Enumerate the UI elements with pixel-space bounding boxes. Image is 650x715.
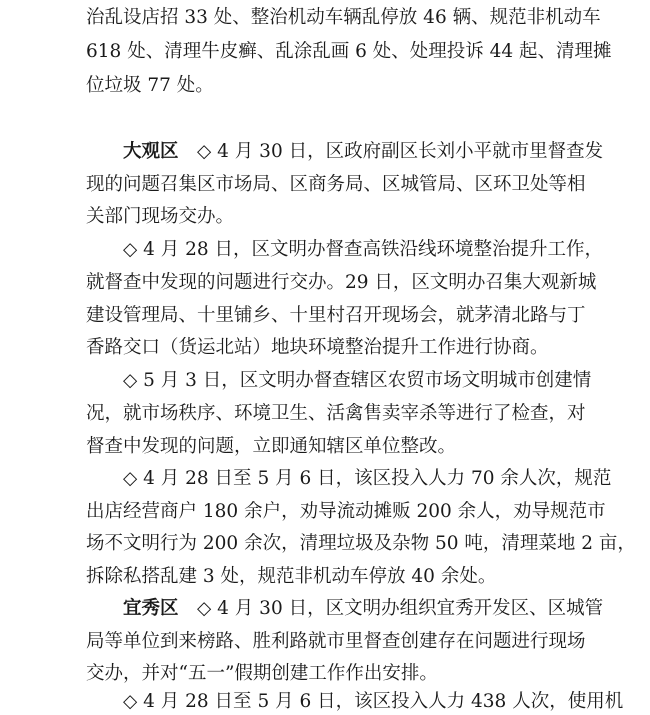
daguan-p1-text: ◇ 4 月 30 日，区政府副区长刘小平就市里督查发 <box>197 141 604 162</box>
yixiu-paragraph-1-line-3: 交办，并对“五一”假期创建工作作出安排。 <box>86 663 438 684</box>
daguan-paragraph-1-line-1 <box>123 140 604 164</box>
daguan-paragraph-2-line-3: 建设管理局、十里铺乡、十里村召开现场会，就茅清北路与丁 <box>86 305 586 326</box>
intro-line-1: 治乱设店招 33 处、整治机动车辆乱停放 46 辆、规范非机动车 <box>86 7 601 28</box>
daguan-paragraph-3-line-1: ◇ 5 月 3 日，区文明办督查辖区农贸市场文明城市创建情 <box>123 370 592 391</box>
daguan-paragraph-1-line-2: 现的问题召集区市场局、区商务局、区城管局、区环卫处等相 <box>86 174 586 195</box>
daguan-paragraph-3-line-3: 督查中发现的问题，立即通知辖区单位整改。 <box>86 436 457 457</box>
daguan-paragraph-4-line-1: ◇ 4 月 28 日至 5 月 6 日，该区投入人力 70 余人次，规范 <box>123 468 612 489</box>
daguan-paragraph-2-line-4: 香路交口（货运北站）地块环境整治提升工作进行协商。 <box>86 337 549 358</box>
daguan-paragraph-2-line-1: ◇ 4 月 28 日，区文明办督查高铁沿线环境整治提升工作， <box>123 239 604 260</box>
yixiu-p1-text: ◇ 4 月 30 日，区文明办组织宜秀开发区、区城管 <box>197 598 604 619</box>
daguan-heading: 大观区 <box>123 141 179 162</box>
daguan-paragraph-4-line-3: 场不文明行为 200 余次，清理垃圾及杂物 50 吨，清理菜地 2 亩， <box>86 533 636 554</box>
daguan-paragraph-3-line-2: 况，就市场秩序、环境卫生、活禽售卖宰杀等进行了检查，对 <box>86 403 586 424</box>
yixiu-paragraph-2-line-1: ◇ 4 月 28 日至 5 月 6 日，该区投入人力 438 人次，使用机 <box>123 691 624 712</box>
intro-line-3: 位垃圾 77 处。 <box>86 75 214 96</box>
daguan-paragraph-2-line-2: 就督查中发现的问题进行交办。29 日，区文明办召集大观新城 <box>86 272 597 293</box>
daguan-paragraph-1-line-3: 关部门现场交办。 <box>86 206 235 227</box>
yixiu-paragraph-1-line-1 <box>123 597 604 621</box>
intro-line-2: 618 处、清理牛皮癣、乱涂乱画 6 处、处理投诉 44 起、清理摊 <box>86 41 612 62</box>
daguan-paragraph-4-line-2: 出店经营商户 180 余户，劝导流动摊贩 200 余人，劝导规范市 <box>86 501 606 522</box>
yixiu-paragraph-1-line-2: 局等单位到来榜路、胜利路就市里督查创建存在问题进行现场 <box>86 631 586 652</box>
yixiu-heading: 宜秀区 <box>123 598 179 619</box>
daguan-paragraph-4-line-4: 拆除私搭乱建 3 处，规范非机动车停放 40 余处。 <box>86 566 497 587</box>
